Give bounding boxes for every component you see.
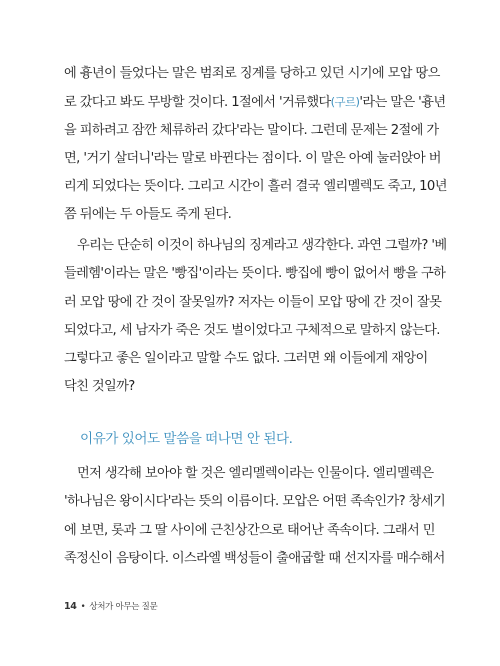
text-line: 우리는 단순히 이것이 하나님의 징계라고 생각한다. 과연 그럴까? '베 bbox=[77, 238, 447, 253]
text-line: '하나님은 왕이시다'라는 뜻의 이름이다. 모압은 어떤 족속인가? 창세기 bbox=[64, 494, 446, 510]
text-line: 되었다고, 세 남자가 죽은 것도 벌이었다고 구체적으로 말하지 않는다. bbox=[64, 322, 440, 338]
text-segment: '라는 말은 '흉년 bbox=[359, 95, 446, 111]
text-line: 러 모압 땅에 간 것이 잘못일까? 저자는 이들이 모압 땅에 간 것이 잘못 bbox=[64, 294, 442, 310]
page-number: 14 bbox=[64, 601, 77, 612]
text-line: 먼저 생각해 보아야 할 것은 엘리멜렉이라는 인물이다. 엘리멜렉은 bbox=[77, 466, 434, 481]
text-line: 에 보면, 롯과 그 딸 사이에 근친상간으로 태어난 족속이다. 그래서 민 bbox=[64, 522, 435, 538]
paragraph-1 bbox=[64, 60, 447, 230]
book-title: 상처가 아무는 질문 bbox=[89, 602, 158, 612]
text-line: 쯤 뒤에는 두 아들도 죽게 된다. bbox=[64, 207, 232, 223]
text-line: 에 흉년이 들었다는 말은 범죄로 징계를 당하고 있던 시기에 모압 땅으 bbox=[64, 66, 440, 81]
text-line: 그렇다고 좋은 일이라고 말할 수도 없다. 그러면 왜 이들에게 재앙이 bbox=[64, 351, 428, 367]
text-line: 족정신이 음탕이다. 이스라엘 백성들이 출애굽할 때 선지자를 매수해서 bbox=[64, 550, 445, 566]
text-line bbox=[64, 88, 446, 116]
text-segment: 로 갔다고 봐도 무방할 것이다. 1절에서 '거류했다 bbox=[64, 95, 331, 111]
paragraph-3 bbox=[64, 460, 446, 573]
text-line: 리게 되었다는 뜻이다. 그리고 시간이 흘러 결국 엘리멜렉도 죽고, 10년 bbox=[64, 179, 447, 195]
text-line: 닥친 것일까? bbox=[64, 379, 135, 395]
text-line: 들레헴'이라는 말은 '빵집'이라는 뜻이다. 빵집에 빵이 없어서 빵을 구하 bbox=[64, 266, 446, 282]
page-footer bbox=[64, 600, 157, 614]
hebrew-term: (구르) bbox=[330, 95, 360, 110]
text-line: 면, '거기 살더니'라는 말로 바뀐다는 점이다. 이 말은 아예 눌러앉아 버 bbox=[64, 150, 441, 166]
paragraph-2 bbox=[64, 232, 447, 402]
section-heading: 이유가 있어도 말씀을 떠나면 안 된다. bbox=[80, 431, 293, 447]
bullet-separator-icon: • bbox=[80, 602, 86, 612]
text-line: 을 피하려고 잠깐 체류하러 갔다'라는 말이다. 그런데 문제는 2절에 가 bbox=[64, 122, 439, 138]
